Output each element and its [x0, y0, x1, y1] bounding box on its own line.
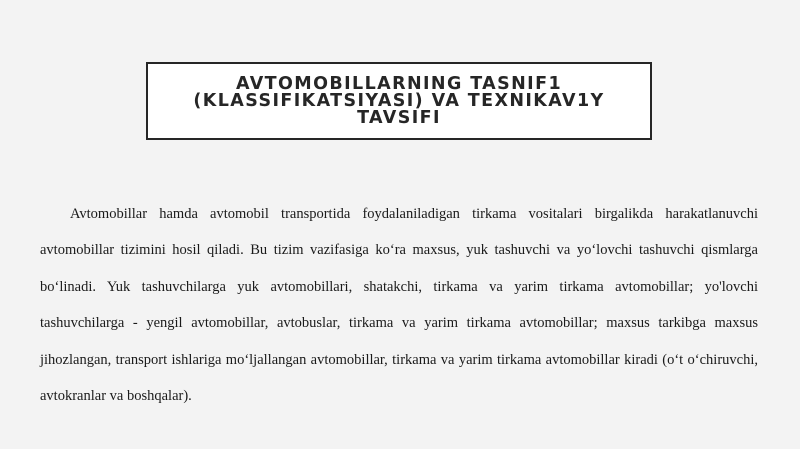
- title-box: [146, 62, 652, 140]
- body-paragraph: Avtomobillar hamda avtomobil transportida foydalaniladigan tirkama vositalari birgalikda harakatlanuvchi avtomobillar tizimini hosil qiladi. Bu tizim vazifasiga ko‘ra maxsus, yuk tashuvchi va yo‘lovchi tashuvchi qismlarga bo‘linadi. Yuk tashuvchilarga yuk avtomobillari, shatakchi, tirkama va yarim tirkama avtomobillar; yo'lovchi tashuvchilarga - yengil avtomobillar, avtobuslar, tirkama va yarim tirkama avtomobillar; maxsus tarkibga maxsus jihozlangan, transport ishlariga mo‘ljallangan avtomobillar, tirkama va yarim tirkama avtomobillar kiradi (o‘t o‘chiruvchi, avtokranlar va boshqalar).: [40, 206, 758, 405]
- slide-title: AVTOMOBILLARNING TASNIF1 (KLASSIFIKATSIYASI) VA TEXNIKAV1Y TAVSIFI: [193, 73, 605, 128]
